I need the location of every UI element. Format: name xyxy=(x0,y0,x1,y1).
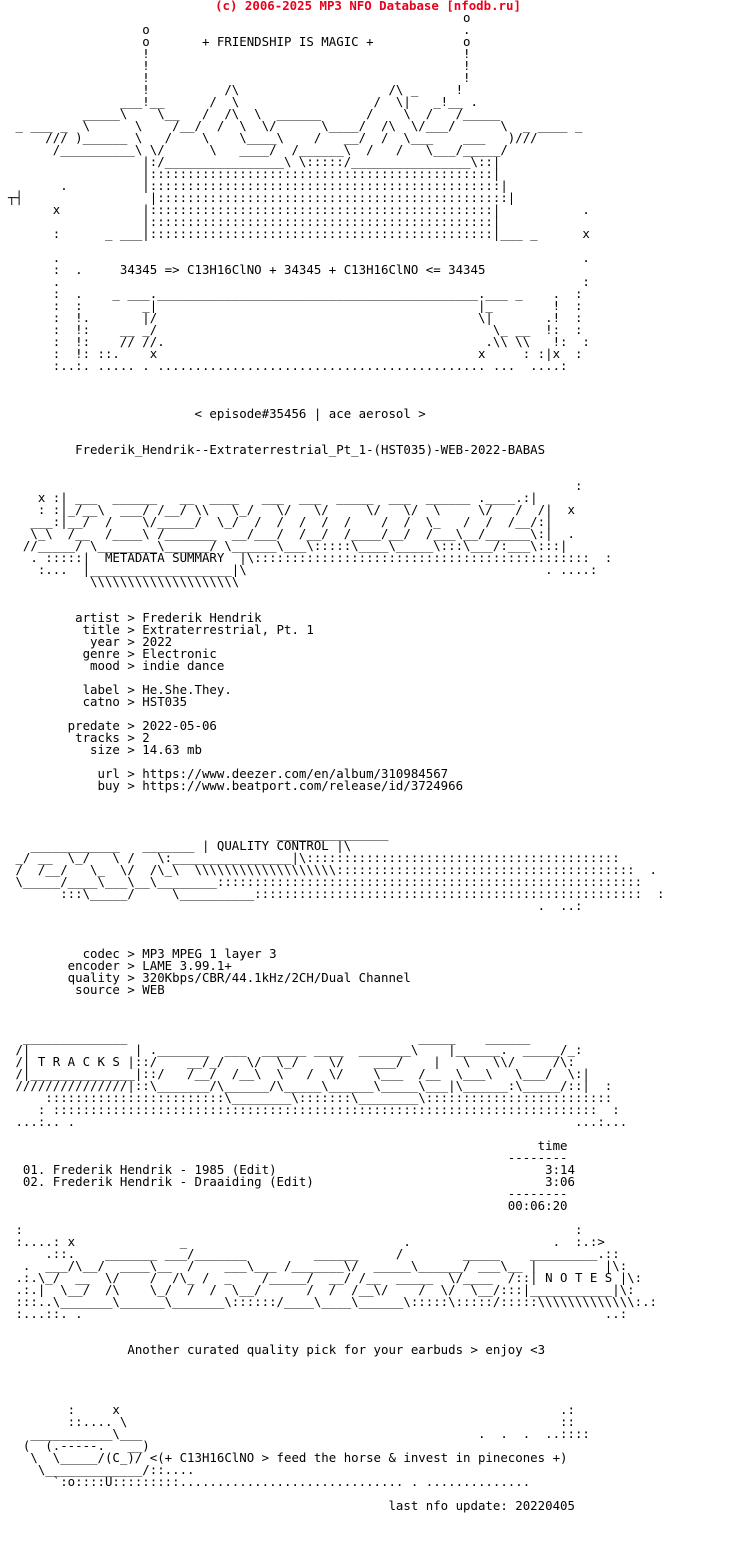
nfo-line: |::::::::::::::::::::::::::::::::::::::::::::::| xyxy=(8,214,501,229)
nfo-line: \_____/____\___\__\________::::::::::::::::::::::::::::::::::::::::::::::::::::::::: xyxy=(8,874,643,889)
nfo-line: .:.| \__/ /\ \_/ / / \__/ / / /__\/ / \/ \__/:::|___________|\: xyxy=(8,1282,635,1297)
nfo-line: ___________\___ . . . ..:::: xyxy=(8,1426,590,1441)
nfo-line: : : xyxy=(8,1222,583,1237)
nfo-line: title > Extraterrestrial, Pt. 1 xyxy=(8,622,314,637)
nfo-line: ! ! xyxy=(8,58,471,73)
nfo-line xyxy=(8,1008,664,1020)
nfo-line: o xyxy=(8,10,471,25)
nfo-line xyxy=(8,792,664,804)
nfo-line: _______________ xyxy=(8,826,389,841)
nfo-line: tracks > 2 xyxy=(8,730,150,745)
nfo-line: encoder > LAME 3.99.1+ xyxy=(8,958,232,973)
nfo-line[interactable]: url > https://www.deezer.com/en/album/310984567 xyxy=(8,766,449,781)
nfo-line xyxy=(8,1320,664,1332)
nfo-line: o + FRIENDSHIP IS MAGIC + o xyxy=(8,34,471,49)
nfo-line: Frederik_Hendrik--Extraterrestrial_Pt_1-(HST035)-WEB-2022-BABAS xyxy=(8,442,546,457)
nfo-line: : !: __ _/ \_ __ !: : xyxy=(8,322,583,337)
nfo-line: ___:|__/ / \/_____/ \_/ / / / / / / / \_ / / /__/:| xyxy=(8,514,553,529)
nfo-line: codec > MP3 MPEG 1 layer 3 xyxy=(8,946,277,961)
nfo-line: . :::::| METADATA SUMMARY |\::::::::::::::::::::::::::::::::::::::::::::: : xyxy=(8,550,613,565)
nfo-line: ______________ _____ ______ xyxy=(8,1030,531,1045)
nfo-line: time xyxy=(8,1138,568,1153)
nfo-line: /| T R A C K S |::/ __/_/ \/ \_/ \/ ___/ | \ \\/ /\: xyxy=(8,1054,575,1069)
nfo-line: last nfo update: 20220405 xyxy=(8,1498,575,1513)
nfo-line xyxy=(8,912,664,924)
nfo-line: : : _| |_ ! : xyxy=(8,298,583,313)
nfo-line xyxy=(8,1380,664,1392)
nfo-line: source > WEB xyxy=(8,982,165,997)
nfo-line: : !: // //. .\\ \\ !: : xyxy=(8,334,590,349)
nfo-line: |::::::::::::::::::::::::::::::::::::::::::::::| xyxy=(8,166,501,181)
nfo-line: artist > Frederik Hendrik xyxy=(8,610,262,625)
nfo-line: . ..: xyxy=(8,898,583,913)
nfo-line: : . _ ___.___________________________________________.___ _ . : xyxy=(8,286,583,301)
nfo-line xyxy=(8,996,664,1008)
nfo-line: / /__/ \_ \/ /\_\ \\\\\\\\\\\\\\\\\\\:::::::::::::::::::::::::::::::::::::::: . xyxy=(8,862,658,877)
nfo-line xyxy=(8,924,664,936)
nfo-line: -------- xyxy=(8,1150,568,1165)
nfo-line: x |::::::::::::::::::::::::::::::::::::::::::::::| . xyxy=(8,202,590,217)
nfo-line: _ ___ _ \ \ /__/ / \ \/ \____/ /\ \/___/ \ _ ____ _ xyxy=(8,118,583,133)
nfo-line: ///////////////|::\_______/\______/\_____\______\_____\___|\______:\_____/::| : xyxy=(8,1078,613,1093)
nfo-line xyxy=(8,372,664,384)
nfo-line: genre > Electronic xyxy=(8,646,217,661)
nfo-line: .:.\_/ __ \/ / /\_ / _ /_____/ __/ /__ _____ \/____ /::| N O T E S |\: xyxy=(8,1270,643,1285)
nfo-line: -------- xyxy=(8,1186,568,1201)
nfo-line xyxy=(8,420,664,432)
nfo-line: catno > HST035 xyxy=(8,694,188,709)
nfo-line xyxy=(8,1368,664,1380)
nfo-line: ...:.. . ...:... xyxy=(8,1114,628,1129)
nfo-line: |:/________________\ \:::::/________________\::| xyxy=(8,154,501,169)
nfo-line: ____________ _______ | QUALITY CONTROL |\ xyxy=(8,838,352,853)
nfo-line: :::\_____/ \__________:::::::::::::::::::::::::::::::::::::::::::::::::::: : xyxy=(8,886,665,901)
nfo-line: : x .: xyxy=(8,1402,575,1417)
nfo-line: ┬┤ |:::::::::::::::::::::::::::::::::::::::::::::::| xyxy=(8,190,516,205)
nfo-line: . : xyxy=(8,274,590,289)
nfo-line: x :| ___ ______ __ ____ ___ ___ _____ ___ ______ .____.:| xyxy=(8,490,538,505)
nfo-line: : xyxy=(8,478,583,493)
nfo-line: _/ __ \_/ \ / \:________________|\:::::::::::::::::::::::::::::::::::::::::: xyxy=(8,850,620,865)
nfo-line: \_____________/::.... xyxy=(8,1462,195,1477)
nfo-line: \_\ /__ /____\ /_______ __/___/ /__/ /____/__/ /___\__/______\:| . xyxy=(8,526,575,541)
nfo-line: ::::::::::::::::::::::::\________\:::::::\________\::::::::::::::::::::::::: xyxy=(8,1090,613,1105)
nfo-line xyxy=(8,804,664,816)
nfo-line: :::..\_______\______\_______\::::::/____\____\______\:::::\:::::/:::::\\\\\\\\\\\\\:.: xyxy=(8,1294,658,1309)
nfo-line: < episode#35456 | ace aerosol > xyxy=(8,406,426,421)
nfo-line xyxy=(8,1356,664,1368)
nfo-line: 01. Frederik Hendrik - 1985 (Edit) 3:14 xyxy=(8,1162,575,1177)
nfo-line: /// )______ \ / \ \____\ / __/ / \___ ___ )/// xyxy=(8,130,538,145)
nfo-line: Another curated quality pick for your earbuds > enjoy <3 xyxy=(8,1342,546,1357)
nfo-line: : ::::::::::::::::::::::::::::::::::::::::::::::::::::::::::::::::::::::::: : xyxy=(8,1102,620,1117)
nfo-ascii-document xyxy=(8,12,664,1512)
nfo-line[interactable]: buy > https://www.beatport.com/release/id/3724966 xyxy=(8,778,464,793)
nfo-line: :....: x _ . . :.:> xyxy=(8,1234,605,1249)
nfo-line: : !. |/ \| .! : xyxy=(8,310,583,325)
nfo-line: mood > indie dance xyxy=(8,658,225,673)
nfo-line: /| | ._______ ___ ______ ____ _______\ |______. _____/_: xyxy=(8,1042,583,1057)
nfo-line: ! ! xyxy=(8,46,471,61)
nfo-line: ___!__ / \ / \| _!__ . xyxy=(8,94,478,109)
nfo-line: o . xyxy=(8,22,471,37)
nfo-line xyxy=(8,588,664,600)
nfo-line: :...::. . ..: xyxy=(8,1306,628,1321)
nfo-line: `:o::::U:::::::::.............................. . .............. xyxy=(8,1474,531,1489)
nfo-line: 00:06:20 xyxy=(8,1198,568,1213)
nfo-line: ::.... \ :: xyxy=(8,1414,575,1429)
nfo-line: label > He.She.They. xyxy=(8,682,232,697)
nfo-line: : !: ::. x x : :|x : xyxy=(8,346,583,361)
site-copyright-header[interactable]: (c) 2006-2025 MP3 NFO Database [nfodb.ru] xyxy=(215,0,521,13)
nfo-line: : :|_/__\ ___/ /__/ \\ \_/ \/ \/ \/ \/ \ \/ / /| x xyxy=(8,502,575,517)
nfo-line: \ \_____/(C_)/ <(+ C13H16ClNO > feed the horse & invest in pinecones +) xyxy=(8,1450,568,1465)
nfo-line: : _ ___|::::::::::::::::::::::::::::::::::::::::::::::|___ _ x xyxy=(8,226,590,241)
nfo-line: size > 14.63 mb xyxy=(8,742,202,757)
nfo-line: 02. Frederik Hendrik - Draaiding (Edit) 3:06 xyxy=(8,1174,575,1189)
nfo-line: :..:. ..... . ............................................ ... ....: xyxy=(8,358,568,373)
nfo-line: ! ! xyxy=(8,70,471,85)
nfo-line: quality > 320Kbps/CBR/44.1kHz/2CH/Dual Channel xyxy=(8,970,411,985)
nfo-line: . . xyxy=(8,250,590,265)
nfo-line: //_____/ \________\______/ \______\___\:::::\____\_____\:::\___/:___\:::| xyxy=(8,538,568,553)
nfo-line: ! /\ /\ _ ! xyxy=(8,82,464,97)
nfo-line: :... |___________________|\ . ....: xyxy=(8,562,598,577)
nfo-line xyxy=(8,384,664,396)
nfo-line: /|______________|::/ /__/ /__\ \ / \/ \___ /__ \___\ \___/ \:| xyxy=(8,1066,590,1081)
nfo-line: \\\\\\\\\\\\\\\\\\\\ xyxy=(8,574,240,589)
nfo-line: _____\ \__ / /\ \ ______ / \ / /_____ xyxy=(8,106,501,121)
nfo-line: predate > 2022-05-06 xyxy=(8,718,217,733)
nfo-line: . ___/\__/ ____\__ / ___\___ /_______\/ _____\______/ ___\__ | |\: xyxy=(8,1258,628,1273)
nfo-line: year > 2022 xyxy=(8,634,173,649)
nfo-line xyxy=(8,456,664,468)
nfo-line: : . 34345 => C13H16ClNO + 34345 + C13H16ClNO <= 34345 xyxy=(8,262,486,277)
nfo-line: ( (.-----. __) xyxy=(8,1438,150,1453)
nfo-line: /__________\ \/ \ ____/ /______\ / / \___/_____/ xyxy=(8,142,508,157)
nfo-line: . |:::::::::::::::::::::::::::::::::::::::::::::::| xyxy=(8,178,508,193)
nfo-line: .::. _______ ___/_______ ______ / _____ _________.:: xyxy=(8,1246,620,1261)
